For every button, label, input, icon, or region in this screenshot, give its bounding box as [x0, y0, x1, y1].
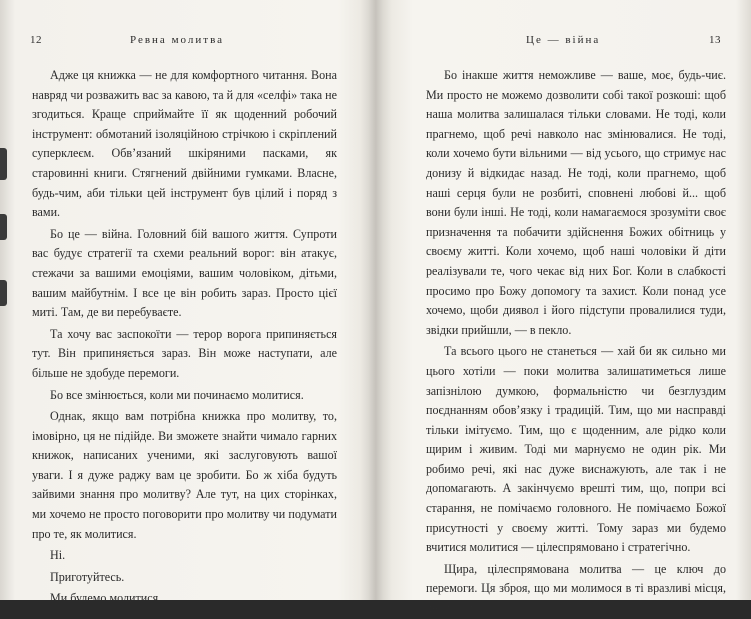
body-text — [426, 66, 726, 619]
paragraph: Адже ця книжка — не для комфортного читання. Вона навряд чи розважить вас за кавою, та й для «селфі» така не згодиться. Краще сприймайте її як щоденний робочий інструмент: обмотаний ізоляційною стрічкою і скріплений суперклеєм. Обв’язаний шкіряними пасками, як старовинні книги. Стягнений двійними гумками. Власне, будь-чим, аби тільки цей інструмент був цілий і поряд з вами. — [32, 68, 337, 220]
running-head: Це — війна — [526, 34, 601, 46]
paragraph: Бо це — війна. Головний бій вашого життя. Супроти вас будує стратегії та схеми реальний ворог: він атакує, стежачи за вашими емоціями, вашим чоловіком, дітьми, вашим майбутнім. І все це він робить зараз. Просто цієї миті. Там, де ви перебуваєте. — [32, 226, 337, 320]
paragraph: Приготуйтесь. — [50, 569, 125, 584]
paragraph: Однак, якщо вам потрібна книжка про молитву, то, імовірно, ця не підійде. Ви зможете знайти чимало гарних книжок, написаних ученими, які заслуговують вашої уваги. І я дуже раджу вам це зробити. Бо ж хіба будуть зайвими знання про молитву? Але тут, на цих сторінках, ми хочемо не просто поговорити про молитву чи подумати про те, як молитися. — [32, 409, 337, 541]
paragraph: Бо інакше життя неможливе — ваше, моє, будь-чиє. Ми просто не можемо дозволити собі такої розкоші: щоб наша молитва залишалася тільки словами. Не тоді, коли прагнемо, щоб речі навколо нас змінювалися. Не тоді, коли хочемо бути вільними — від усього, що стримує нас донизу й відкидає назад. Не тоді, коли прагнемо, щоб наші серця були не розбиті, сповнені любові й... щоб вони були інші. Не тоді, коли намагаємося зрозуміти своє призначення та побачити здійснення Божих обітниць у своєму житті. Коли хочемо, щоб наші чоловіки й діти реалізували те, чого чекає від них Бог. Коли в слабкості просимо про Божу допомогу та захист. Коли понад усе хочемо, щоби диявол і його підступи провалилися туди, звідки прийшли, — в пекло. — [426, 68, 726, 337]
paragraph: Та всього цього не станеться — хай би як сильно ми цього хотіли — поки молитва залишатиметься лише запізнілою думкою, формальністю чи безглуздим поєднанням обов’язку і традицій. Тим, що ми насправді тільки імітуємо. Тим, що є щоденним, але рідко коли щирим і живим. Тоді ми марнуємо не один рік. Ми робимо речі, які нас дуже виснажують, але так і не допомагають. А закінчуємо врешті тим, що, попри всі старання, не помічаємо головного. Не помічаємо Божої присутності у своєму житті. Тому зараз ми будемо вчитися молитися — цілеспрямовано і стратегічно. — [426, 344, 726, 555]
page-number: 13 — [709, 34, 721, 46]
paragraph: Бо все змінюється, коли ми починаємо молитися. — [50, 387, 304, 402]
paragraph: Ні. — [50, 548, 66, 563]
paragraph: Ми будемо молитися. — [50, 591, 162, 606]
right-page — [376, 0, 751, 616]
body-text — [32, 66, 337, 609]
paragraph: Та хочу вас заспокоїти — терор ворога припиняється тут. Він припиняється зараз. Він може наступати, але більше не здобуде перемоги. — [32, 326, 337, 380]
paragraph: Щира, цілеспрямована молитва — це ключ до перемоги. Ця зброя, що ми молимося в ті вразливі місця, де, підозр — [426, 561, 726, 616]
running-head: Ревна молитва — [130, 34, 224, 46]
page-number: 12 — [30, 34, 42, 46]
left-page — [0, 0, 375, 606]
